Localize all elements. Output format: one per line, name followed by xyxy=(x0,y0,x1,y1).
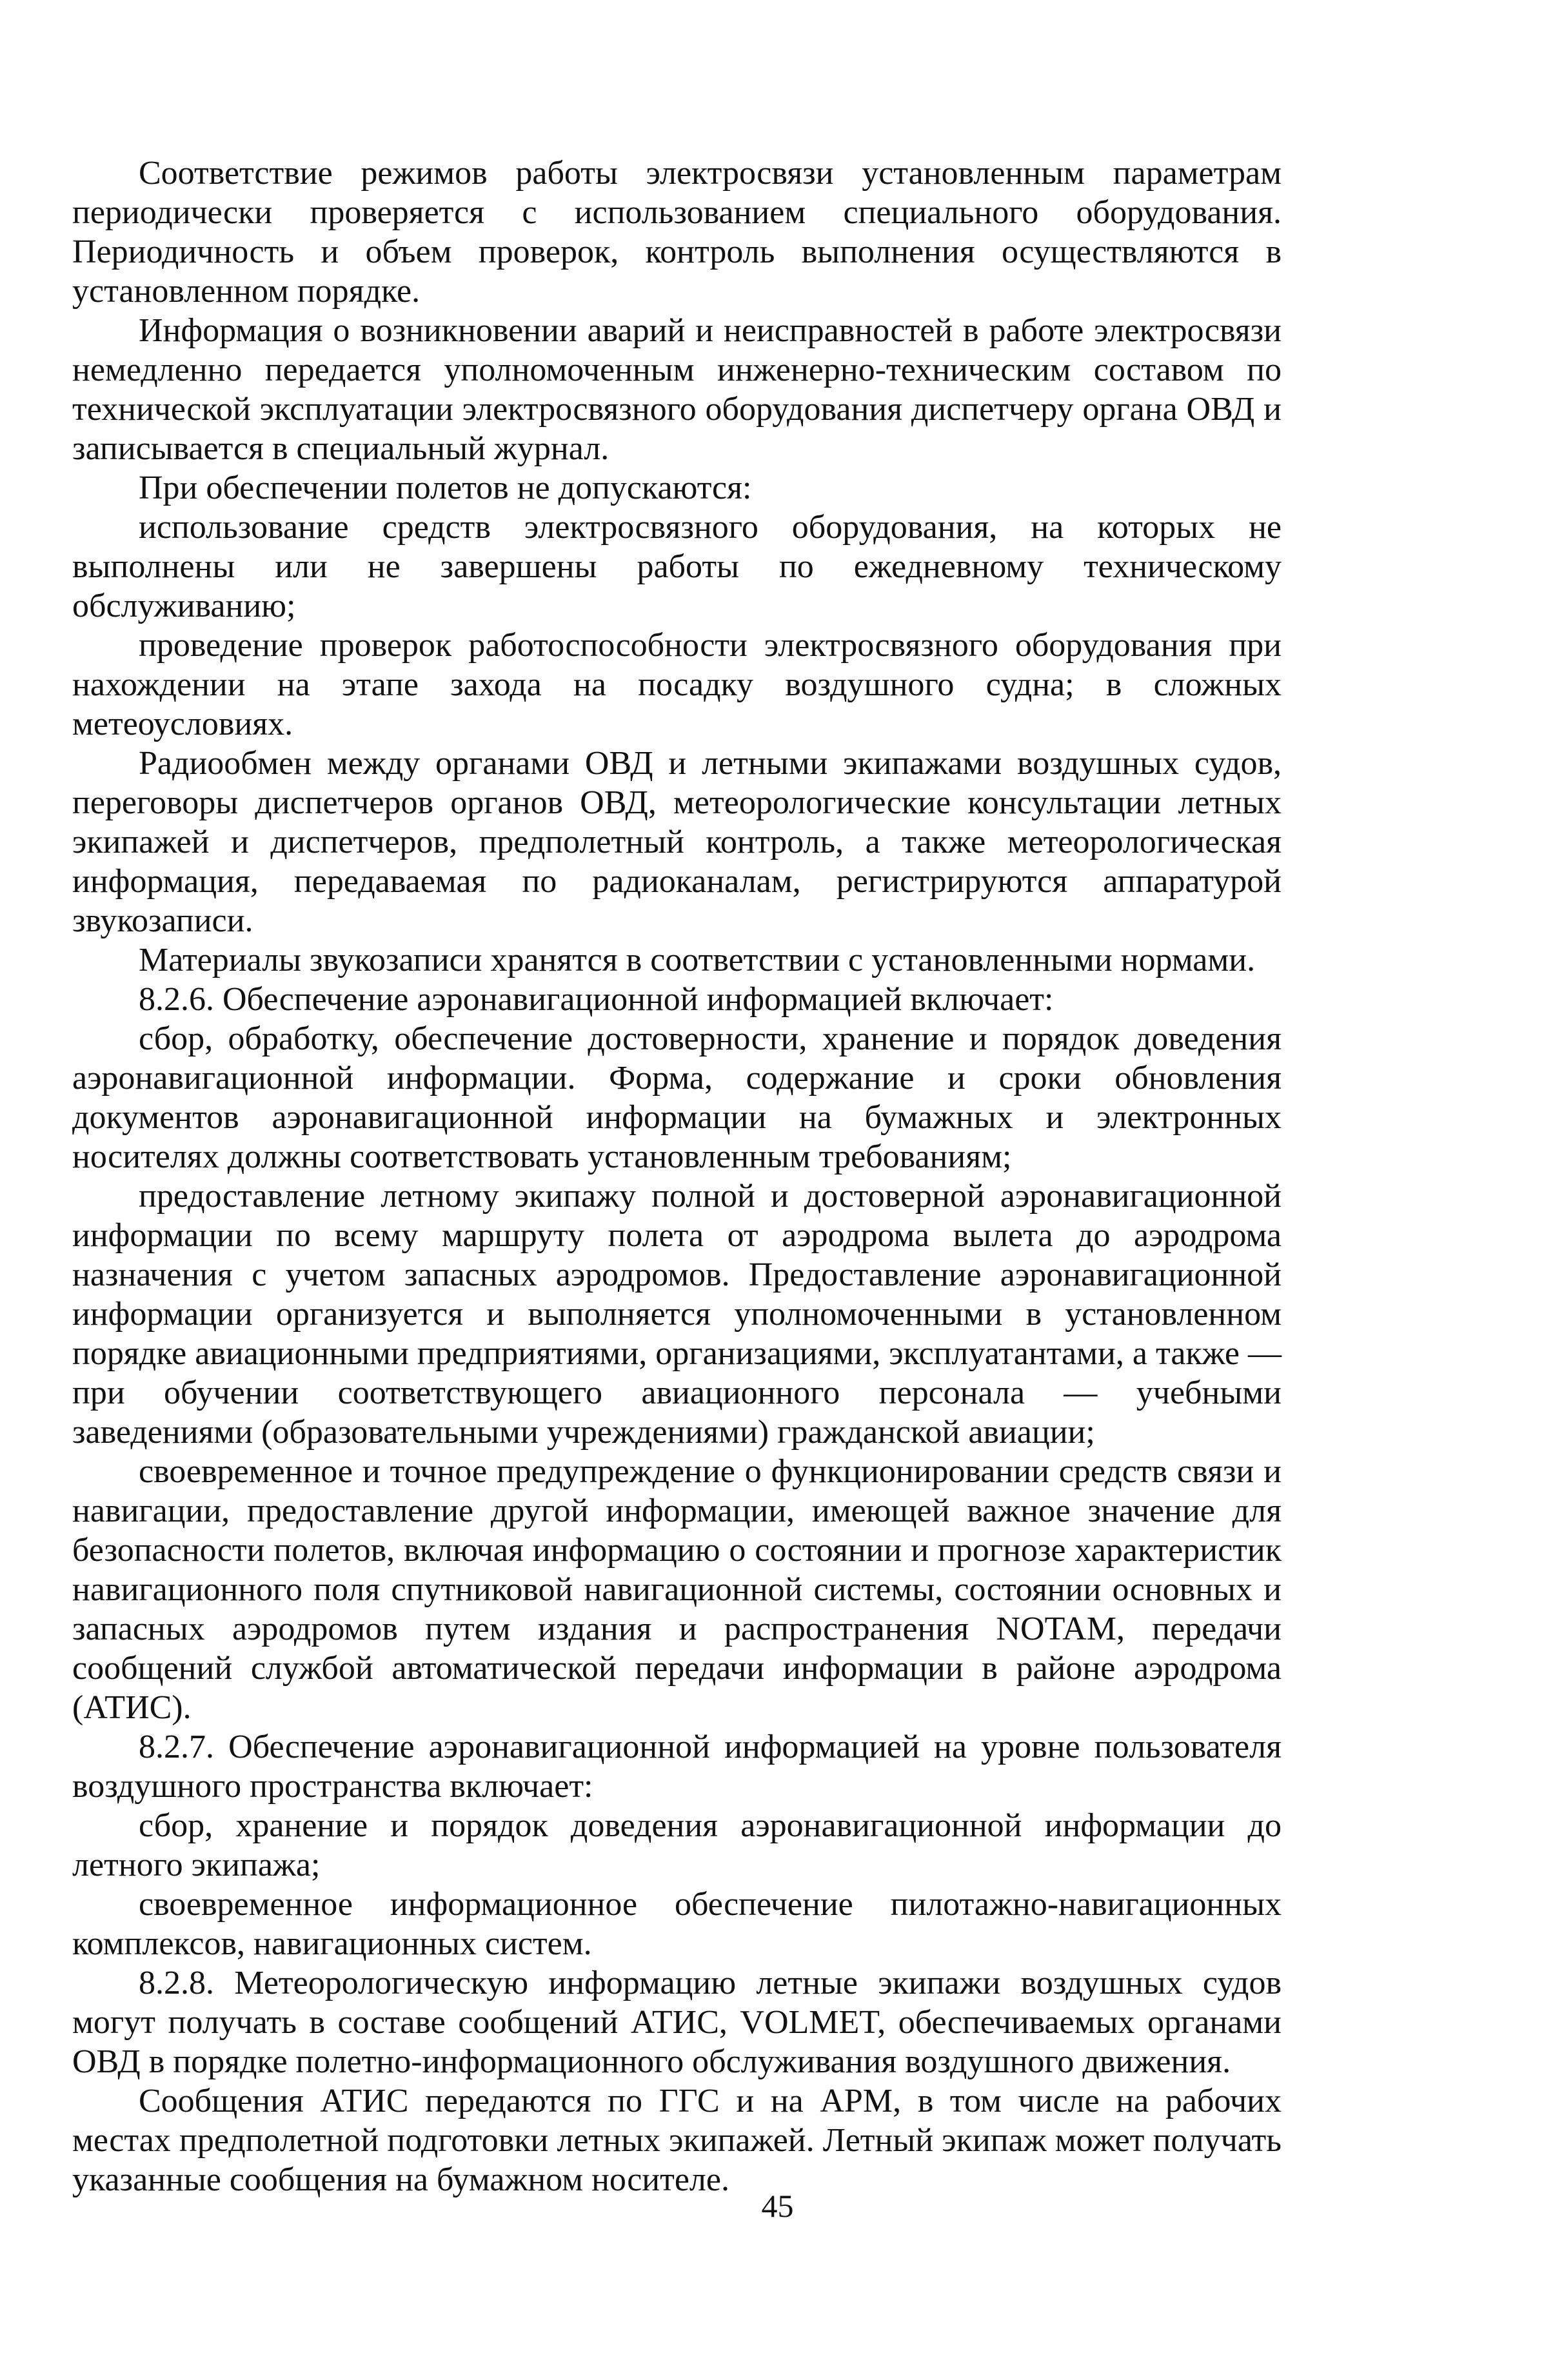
list-item: проведение проверок работоспособности электросвязного оборудования при нахождении на этапе захода на посадку воздушного судна; в сложных метеоусловиях. xyxy=(72,627,1282,742)
list-item: своевременное информационное обеспечение пилотажно-навигационных комплексов, навигационных систем. xyxy=(72,1886,1282,1962)
paragraph: Информация о возникновении аварий и неисправностей в работе электросвязи немедленно передается уполномоченным инженерно-техническим составом по технической эксплуатации электросвязного оборудования диспетчеру органа ОВД и записывается в специальный журнал. xyxy=(72,312,1282,467)
page-number: 45 xyxy=(761,2188,794,2224)
paragraph: Сообщения АТИС передаются по ГГС и на АРМ, в том числе на рабочих местах предполетной подготовки летных экипажей. Летный экипаж может получать указанные сообщения на бумажном носителе. xyxy=(72,2083,1282,2198)
section-heading: 8.2.7. Обеспечение аэронавигационной информацией на уровне пользователя воздушного пространства включает: xyxy=(72,1729,1282,1805)
list-item: сбор, хранение и порядок доведения аэронавигационной информации до летного экипажа; xyxy=(72,1807,1282,1883)
list-item: сбор, обработку, обеспечение достоверности, хранение и порядок доведения аэронавигационной информации. Форма, содержание и сроки обновления документов аэронавигационной информации на бумажных и электронных носителях должны соответствовать установленным требованиям; xyxy=(72,1020,1282,1175)
section-heading: 8.2.8. Метеорологическую информацию летные экипажи воздушных судов могут получать в составе сообщений АТИС, VOLMET, обеспечиваемых органами ОВД в порядке полетно-информационного обслуживания воздушного движения. xyxy=(72,1965,1282,2080)
section-heading: 8.2.6. Обеспечение аэронавигационной информацией включает: xyxy=(139,981,1054,1018)
list-item: предоставление летному экипажу полной и достоверной аэронавигационной информации по всему маршруту полета от аэродрома вылета до аэродрома назначения с учетом запасных аэродромов. Предоставление аэронавигационной информации организуется и выполняется уполномоченными в установленном порядке авиационными предприятиями, организациями, эксплуатантами, а также — при обучении соответствующего авиационного персонала — учебными заведениями (образовательными учреждениями) гражданской авиации; xyxy=(72,1178,1282,1451)
paragraph: Материалы звукозаписи хранятся в соответствии с установленными нормами. xyxy=(139,942,1256,978)
list-item: использование средств электросвязного оборудования, на которых не выполнены или не завершены работы по ежедневному техническому обслуживанию; xyxy=(72,509,1282,624)
list-item: своевременное и точное предупреждение о функционировании средств связи и навигации, предоставление другой информации, имеющей важное значение для безопасности полетов, включая информацию о состоянии и прогнозе характеристик навигационного поля спутниковой навигационной системы, состоянии основных и запасных аэродромов путем издания и распространения NOTAM, передачи сообщений службой автоматической передачи информации в районе аэродрома (АТИС). xyxy=(72,1453,1282,1726)
paragraph: Соответствие режимов работы электросвязи установленным параметрам периодически проверяется с использованием специального оборудования. Периодичность и объем проверок, контроль выполнения осуществляются в установленном порядке. xyxy=(72,155,1282,310)
page-body xyxy=(72,154,1282,2199)
paragraph: Радиообмен между органами ОВД и летными экипажами воздушных судов, переговоры диспетчеров органов ОВД, метеорологические консультации летных экипажей и диспетчеров, предполетный контроль, а также метеорологическая информация, передаваемая по радиоканалам, регистрируются аппаратурой звукозаписи. xyxy=(72,745,1282,939)
paragraph: При обеспечении полетов не допускаются: xyxy=(139,470,752,506)
